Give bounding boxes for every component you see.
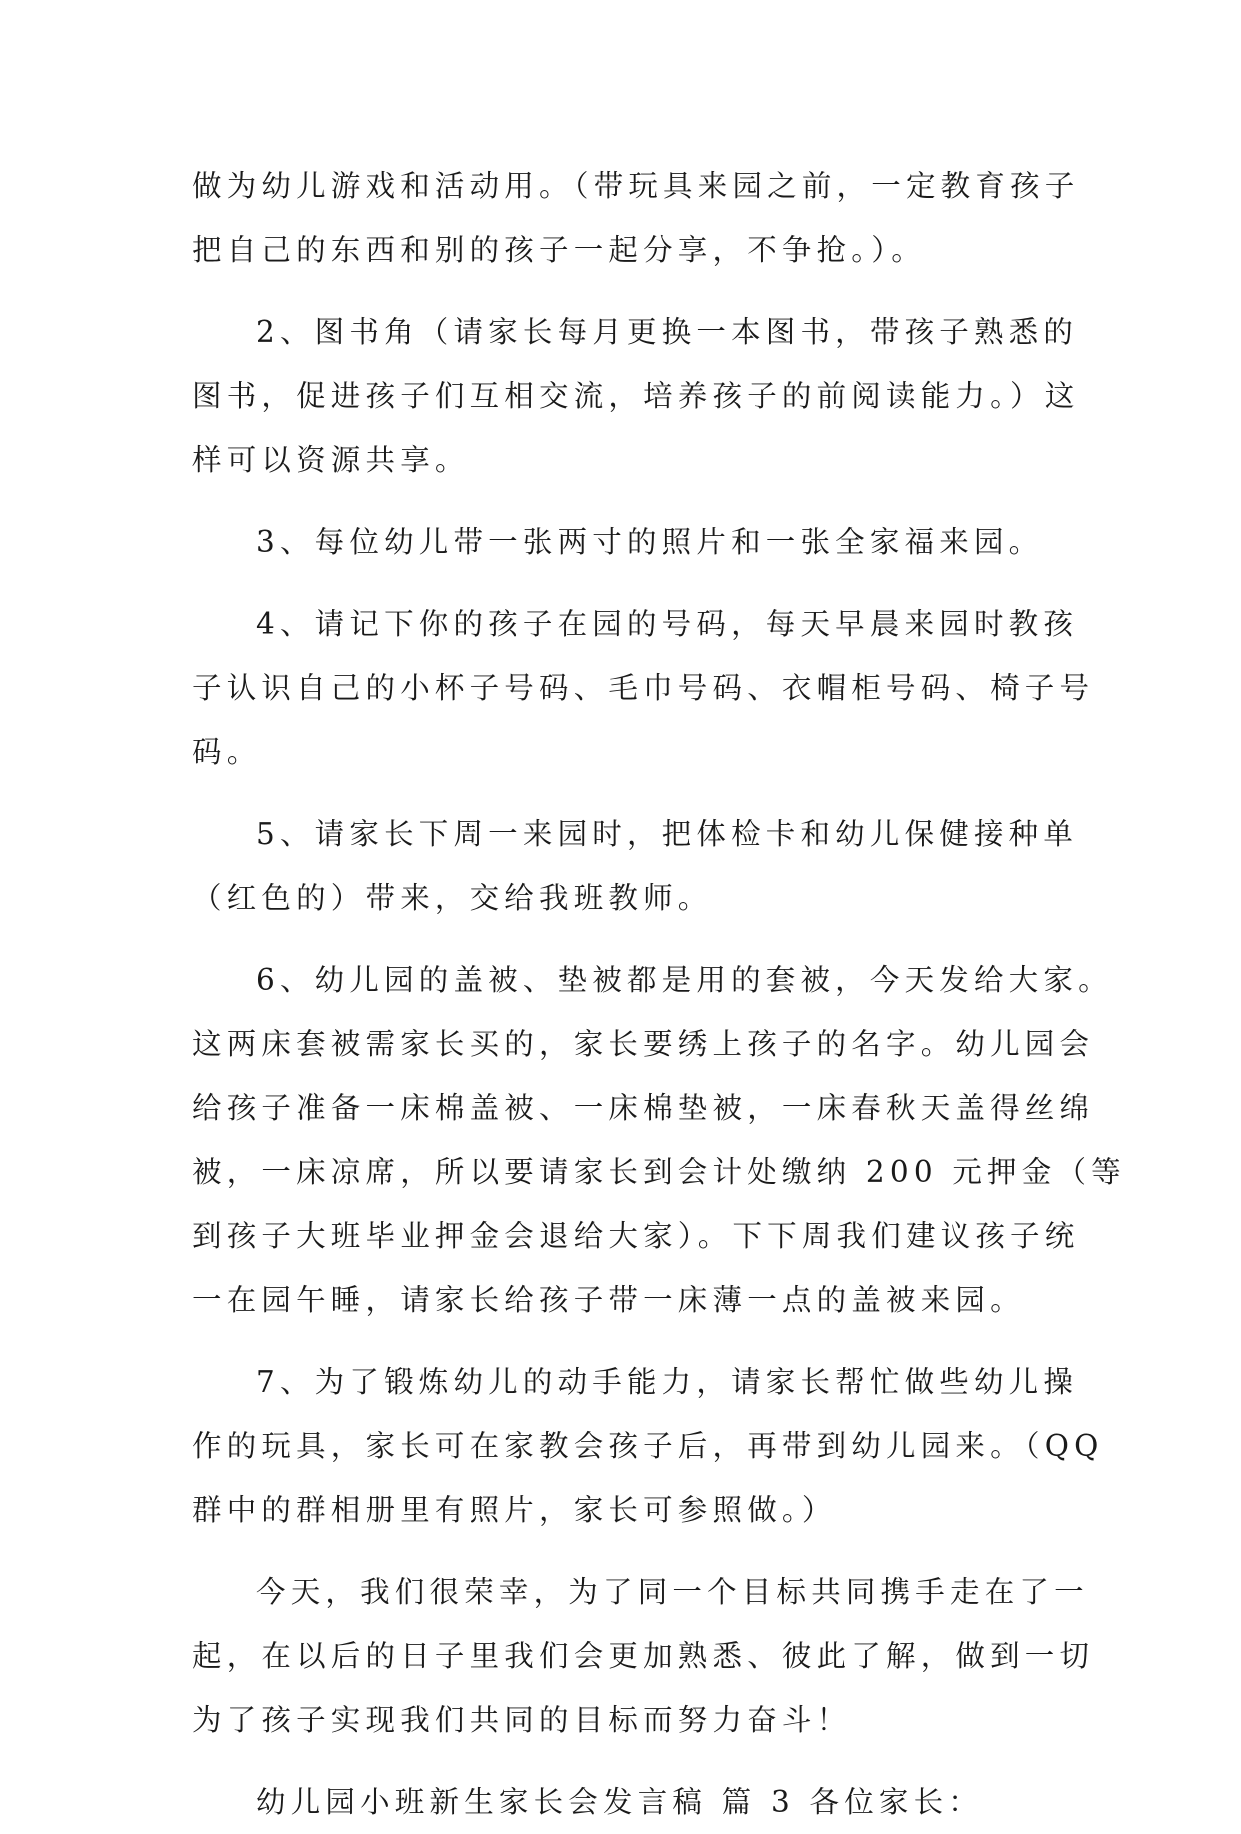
text-line: 4、请记下你的孩子在园的号码，每天早晨来园时教孩 xyxy=(256,607,1079,641)
text-line: 3、每位幼儿带一张两寸的照片和一张全家福来园。 xyxy=(256,525,1044,559)
text-line: 6、幼儿园的盖被、垫被都是用的套被，今天发给大家。 xyxy=(256,963,1113,997)
text-line: 7、为了锻炼幼儿的动手能力，请家长帮忙做些幼儿操 xyxy=(256,1365,1079,1399)
text-line: 做为幼儿游戏和活动用。（带玩具来园之前，一定教育孩子 xyxy=(192,169,1080,203)
paragraph-item-2-book-corner xyxy=(192,300,1080,492)
text-line: 到孩子大班毕业押金会退给大家）。下下周我们建议孩子统 xyxy=(192,1219,1080,1253)
text-line: 今天，我们很荣幸，为了同一个目标共同携手走在了一 xyxy=(256,1575,1089,1609)
text-line: 图书，促进孩子们互相交流，培养孩子的前阅读能力。）这 xyxy=(192,379,1080,413)
text-line: 这两床套被需家长买的，家长要绣上孩子的名字。幼儿园会 xyxy=(192,1027,1095,1061)
text-line: 把自己的东西和别的孩子一起分享，不争抢。）。 xyxy=(192,233,926,267)
paragraph-item-5-health-card xyxy=(192,802,1079,930)
paragraph-item-6-bedding xyxy=(192,948,1126,1332)
text-line: 作的玩具，家长可在家教会孩子后，再带到幼儿园来。（QQ xyxy=(192,1429,1104,1463)
text-line: 一在园午睡，请家长给孩子带一床薄一点的盖被来园。 xyxy=(192,1283,1025,1317)
text-line: 群中的群相册里有照片，家长可参照做。） xyxy=(192,1493,837,1527)
paragraph-toys-continued xyxy=(192,154,1080,282)
text-line: 样可以资源共享。 xyxy=(192,443,470,477)
text-line: 给孩子准备一床棉盖被、一床棉垫被，一床春秋天盖得丝绵 xyxy=(192,1091,1095,1125)
text-line: 起，在以后的日子里我们会更加熟悉、彼此了解，做到一切 xyxy=(192,1639,1095,1673)
text-line: 2、图书角（请家长每月更换一本图书，带孩子熟悉的 xyxy=(256,315,1079,349)
paragraph-item-3-photos xyxy=(192,510,1062,574)
text-line: 幼儿园小班新生家长会发言稿 篇 3 各位家长： xyxy=(256,1785,984,1819)
paragraph-next-section-heading xyxy=(192,1770,1062,1834)
paragraph-closing xyxy=(192,1560,1095,1752)
paragraph-item-7-handmade-toys xyxy=(192,1350,1104,1542)
paragraph-item-4-numbers xyxy=(192,592,1095,784)
text-line: 为了孩子实现我们共同的目标而努力奋斗！ xyxy=(192,1703,852,1737)
text-line: 子认识自己的小杯子号码、毛巾号码、衣帽柜号码、椅子号 xyxy=(192,671,1095,705)
text-line: 被，一床凉席，所以要请家长到会计处缴纳 200 元押金（等 xyxy=(192,1155,1126,1189)
document-body xyxy=(192,154,1126,1834)
text-line: 5、请家长下周一来园时，把体检卡和幼儿保健接种单 xyxy=(256,817,1079,851)
text-line: 码。 xyxy=(192,735,262,769)
text-line: （红色的）带来，交给我班教师。 xyxy=(192,881,713,915)
